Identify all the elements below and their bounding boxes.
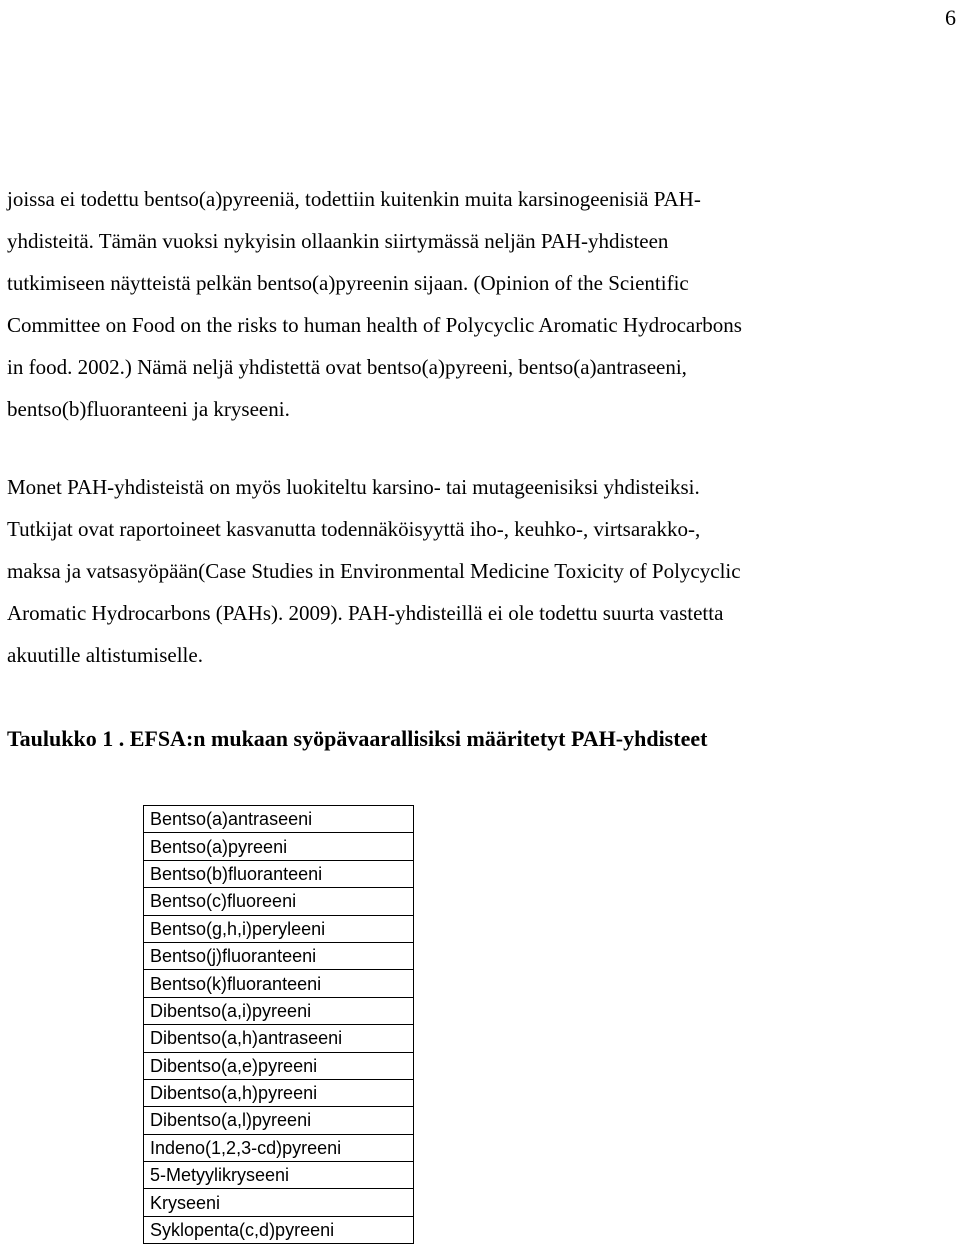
table-row: [144, 1107, 414, 1134]
table-row: [144, 1052, 414, 1079]
text-line: tutkimiseen näytteistä pelkän bentso(a)pyreenin sijaan. (Opinion of the Scientific: [7, 271, 689, 295]
paragraph-pah-research: [7, 178, 947, 430]
table-cell: Dibentso(a,h)antraseeni: [144, 1025, 414, 1052]
table-row: [144, 1134, 414, 1161]
text-line: in food. 2002.) Nämä neljä yhdistettä ovat bentso(a)pyreeni, bentso(a)antraseeni,: [7, 355, 687, 379]
table-row: [144, 997, 414, 1024]
table-cell: Kryseeni: [144, 1189, 414, 1216]
table-cell: Dibentso(a,h)pyreeni: [144, 1079, 414, 1106]
paragraph-pah-health-effects: [7, 466, 947, 676]
table-cell: Dibentso(a,e)pyreeni: [144, 1052, 414, 1079]
table-cell: Bentso(a)antraseeni: [144, 806, 414, 833]
table-cell: Indeno(1,2,3-cd)pyreeni: [144, 1134, 414, 1161]
table-cell: Dibentso(a,i)pyreeni: [144, 997, 414, 1024]
table-cell: Bentso(j)fluoranteeni: [144, 942, 414, 969]
text-line: Committee on Food on the risks to human health of Polycyclic Aromatic Hydrocarbons: [7, 313, 742, 337]
table-cell: Bentso(a)pyreeni: [144, 833, 414, 860]
table-row: [144, 915, 414, 942]
table-row: [144, 806, 414, 833]
table-cell: Syklopenta(c,d)pyreeni: [144, 1216, 414, 1243]
pah-compounds-table: [143, 805, 414, 1244]
table-cell: Bentso(b)fluoranteeni: [144, 860, 414, 887]
text-line: joissa ei todettu bentso(a)pyreeniä, todettiin kuitenkin muita karsinogeenisiä PAH-: [7, 187, 701, 211]
table-row: [144, 942, 414, 969]
table-cell: 5-Metyylikryseeni: [144, 1162, 414, 1189]
table-caption: Taulukko 1 . EFSA:n mukaan syöpävaarallisiksi määritetyt PAH-yhdisteet: [7, 726, 708, 751]
table-cell: Bentso(k)fluoranteeni: [144, 970, 414, 997]
table-row: [144, 1025, 414, 1052]
text-line: bentso(b)fluoranteeni ja kryseeni.: [7, 397, 290, 421]
table-row: [144, 833, 414, 860]
table-row: [144, 1216, 414, 1243]
page-number: 6: [945, 5, 956, 30]
table-cell: Bentso(c)fluoreeni: [144, 888, 414, 915]
text-line: Tutkijat ovat raportoineet kasvanutta todennäköisyyttä iho-, keuhko-, virtsarakko-,: [7, 517, 701, 541]
table-row: [144, 970, 414, 997]
table-row: [144, 860, 414, 887]
table-row: [144, 1162, 414, 1189]
text-line: akuutille altistumiselle.: [7, 643, 203, 667]
table-cell: Bentso(g,h,i)peryleeni: [144, 915, 414, 942]
text-line: maksa ja vatsasyöpään(Case Studies in Environmental Medicine Toxicity of Polycyclic: [7, 559, 741, 583]
table-row: [144, 1189, 414, 1216]
text-line: Monet PAH-yhdisteistä on myös luokiteltu karsino- tai mutageenisiksi yhdisteiksi.: [7, 475, 700, 499]
text-line: Aromatic Hydrocarbons (PAHs). 2009). PAH-yhdisteillä ei ole todettu suurta vastetta: [7, 601, 724, 625]
table-cell: Dibentso(a,l)pyreeni: [144, 1107, 414, 1134]
text-line: yhdisteitä. Tämän vuoksi nykyisin ollaankin siirtymässä neljän PAH-yhdisteen: [7, 229, 669, 253]
table-row: [144, 888, 414, 915]
table-row: [144, 1079, 414, 1106]
